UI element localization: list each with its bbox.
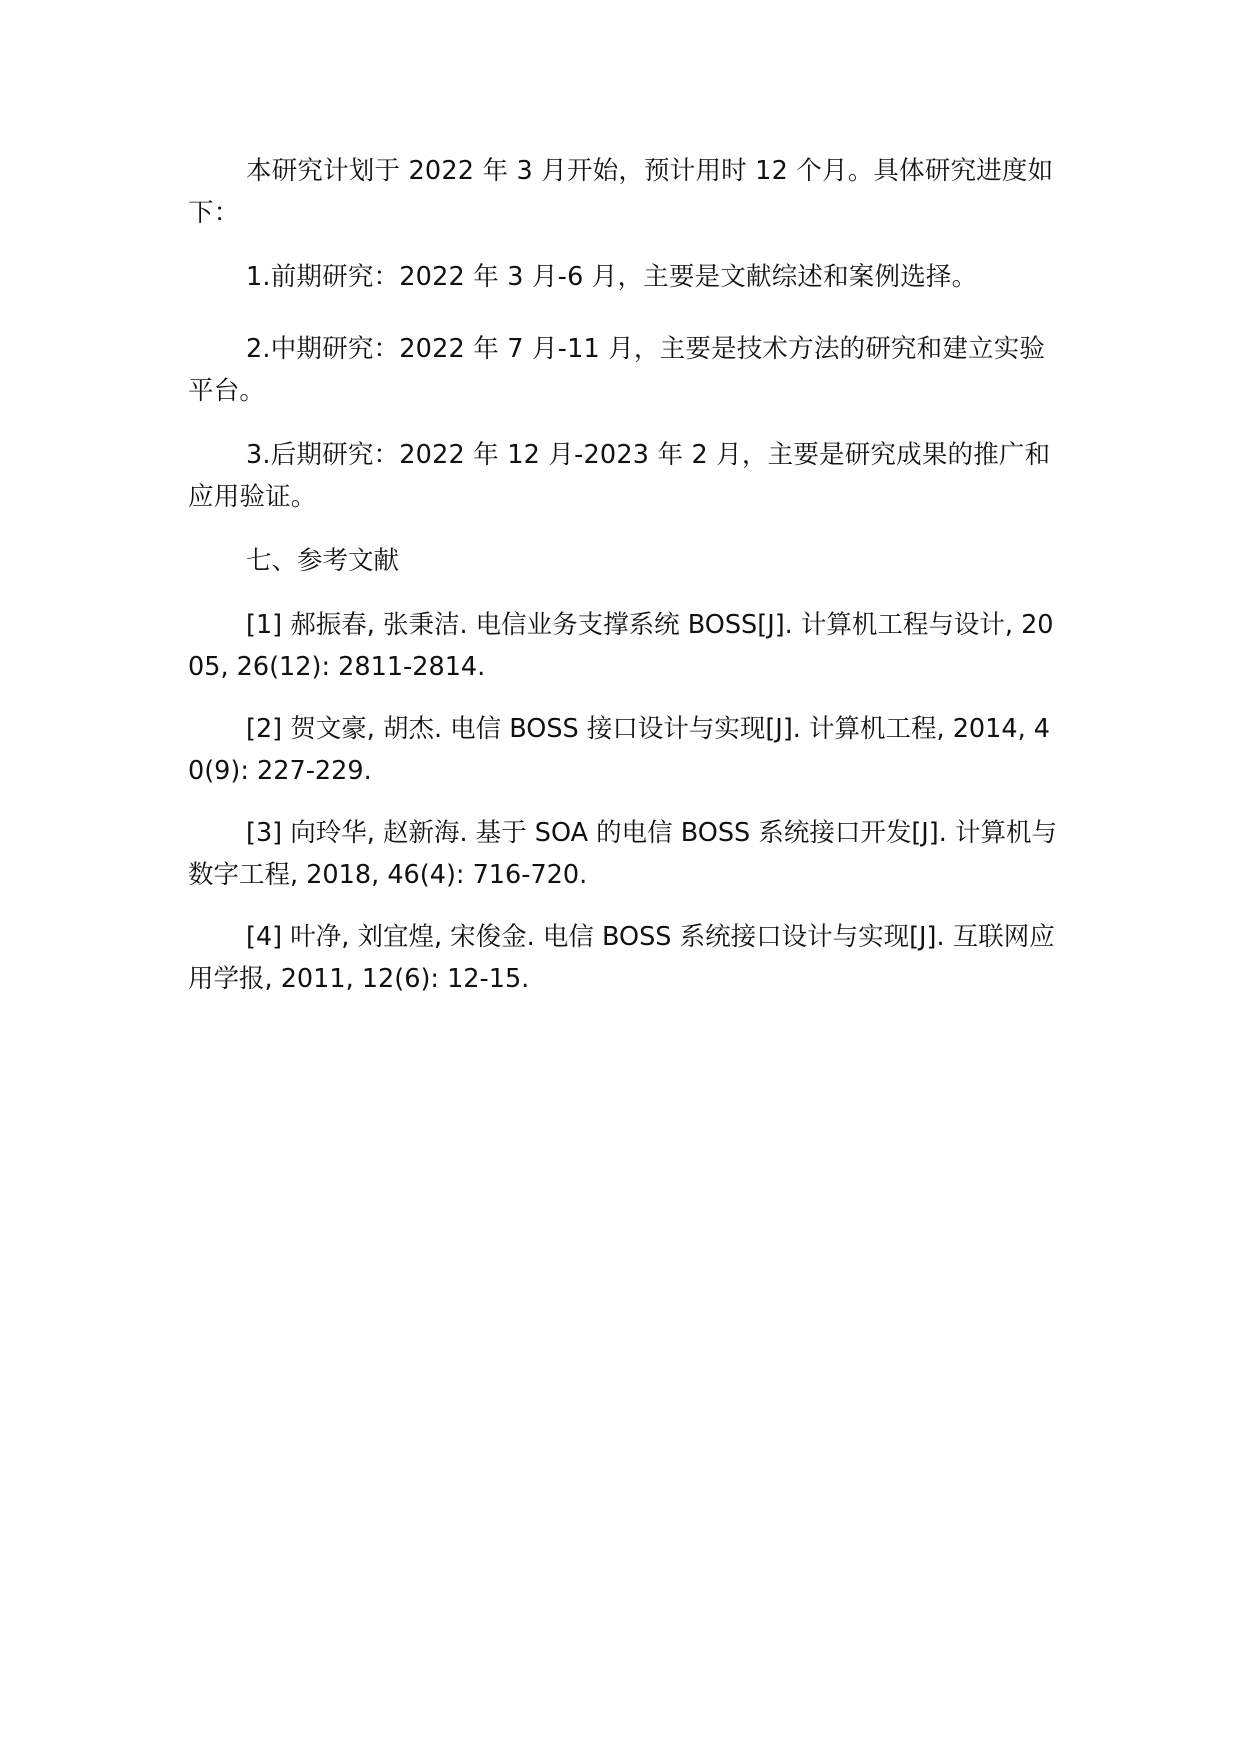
reference-item-2: [2] 贺文豪, 胡杰. 电信 BOSS 接口设计与实现[J]. 计算机工程, 2014, 40(9): 227-229. bbox=[188, 714, 1051, 786]
schedule-item-3: 3.后期研究：2022 年 12 月-2023 年 2 月，主要是研究成果的推广和应用验证。 bbox=[188, 440, 1051, 512]
schedule-item-2: 2.中期研究：2022 年 7 月-11 月，主要是技术方法的研究和建立实验平台。 bbox=[188, 334, 1046, 406]
schedule-item-1: 1.前期研究：2022 年 3 月-6 月，主要是文献综述和案例选择。 bbox=[246, 262, 978, 292]
reference-item-1: [1] 郝振春, 张秉洁. 电信业务支撑系统 BOSS[J]. 计算机工程与设计, 2005, 26(12): 2811-2814. bbox=[188, 610, 1054, 682]
reference-item-4: [4] 叶净, 刘宜煌, 宋俊金. 电信 BOSS 系统接口设计与实现[J]. 互联网应用学报, 2011, 12(6): 12-15. bbox=[188, 922, 1055, 994]
document-body bbox=[188, 150, 1058, 1020]
references-heading: 七、参考文献 bbox=[246, 546, 400, 576]
intro-paragraph: 本研究计划于 2022 年 3 月开始，预计用时 12 个月。具体研究进度如下： bbox=[188, 156, 1054, 228]
reference-item-3: [3] 向玲华, 赵新海. 基于 SOA 的电信 BOSS 系统接口开发[J]. 计算机与数字工程, 2018, 46(4): 716-720. bbox=[188, 818, 1057, 890]
